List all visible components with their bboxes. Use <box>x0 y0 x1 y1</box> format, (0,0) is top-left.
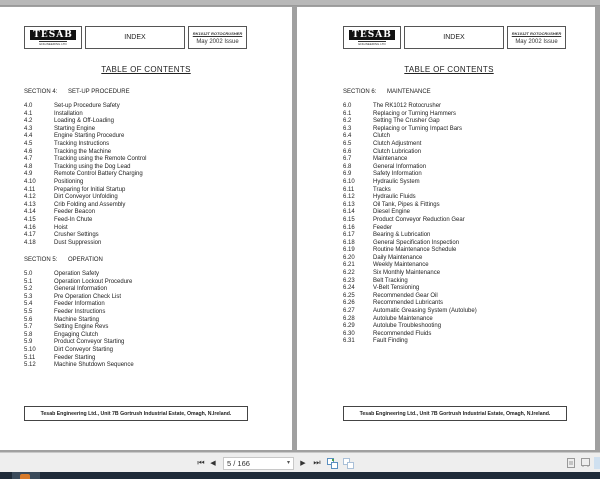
toc-entry-number: 4.12 <box>24 194 36 201</box>
app-icon <box>20 474 30 479</box>
toc-entry-number: 4.17 <box>24 232 36 239</box>
toc-entry <box>24 164 147 172</box>
toc-entry <box>343 293 477 301</box>
single-page-button[interactable] <box>566 457 576 469</box>
toc-entry <box>343 171 477 179</box>
toc-entry <box>24 171 147 179</box>
next-page-icon: ▶ <box>300 460 306 467</box>
toc-entry-number: 6.19 <box>343 247 355 254</box>
toc-entry-number: 5.10 <box>24 346 36 353</box>
toc-entry-number: 6.16 <box>343 224 355 231</box>
toc-entry-title: Engine Starting Procedure <box>54 133 125 140</box>
toc-entry-number: 4.6 <box>24 148 33 155</box>
toc-entry-number: 6.6 <box>343 148 352 155</box>
next-page-button[interactable] <box>298 457 308 469</box>
toc-entry <box>24 232 147 240</box>
toc-entry-title: The RK1012 Rotocrusher <box>373 103 442 109</box>
toc-entry-title: Setting The Crusher Gap <box>373 118 440 125</box>
toc-entry <box>24 217 147 225</box>
page-header <box>24 26 250 49</box>
facing-pages-button[interactable] <box>580 457 590 469</box>
toc-entry <box>24 347 134 355</box>
toc-entry-title: Preparing for Initial Startup <box>54 186 126 193</box>
last-page-button[interactable] <box>311 457 323 469</box>
toc-entry <box>24 111 147 119</box>
toc-entry <box>343 202 477 210</box>
toc-entry <box>24 103 147 111</box>
toc-entry <box>343 285 477 293</box>
toc-entry <box>343 232 477 240</box>
toc-entry <box>24 317 134 325</box>
toc-entry <box>343 255 477 263</box>
toc-entry-title: Tracking the Machine <box>54 148 112 155</box>
toc-entry <box>343 308 477 316</box>
toc-entry-number: 5.6 <box>24 316 33 323</box>
section-name: MAINTENANCE <box>387 89 431 95</box>
toc-entry-title: Remote Control Battery Charging <box>54 171 143 178</box>
issue-date: May 2002 Issue <box>515 39 558 45</box>
logo-subtext: ENGINEERING LTD <box>358 41 386 46</box>
toc-entry <box>24 225 147 233</box>
toc-entry-title: Weekly Maintenance <box>373 262 429 269</box>
toc-entry-number: 6.22 <box>343 270 355 277</box>
toc-entry <box>24 118 147 126</box>
toc-entry-title: Oil Tank, Pipes & Fittings <box>373 201 440 208</box>
toc-entry <box>343 300 477 308</box>
toc-entry-title: Autolube Maintenance <box>373 315 433 322</box>
toc-entry <box>24 355 134 363</box>
dropdown-icon: ▾ <box>286 460 290 466</box>
toc-entry <box>343 156 477 164</box>
toc-entry-title: Clutch Adjustment <box>373 140 422 147</box>
section-number: SECTION 4: <box>24 89 58 95</box>
toc-entry-number: 4.8 <box>24 163 33 170</box>
toc-entry-number: 4.4 <box>24 133 33 140</box>
toc-entry-number: 6.10 <box>343 178 355 185</box>
toc-entry-title: Recommended Gear Oil <box>373 292 438 299</box>
toc-entry-title: V-Belt Tensioning <box>373 285 420 292</box>
toc-entry-number: 4.5 <box>24 140 33 147</box>
toc-entry-title: Diesel Engine <box>373 209 411 216</box>
toc-entry <box>24 332 134 340</box>
index-label: INDEX <box>85 26 185 49</box>
logo-text: TESAB <box>349 30 395 40</box>
toc-entry-title: Feeder Starting <box>54 354 96 361</box>
toc-title: TABLE OF CONTENTS <box>101 65 191 74</box>
index-label: INDEX <box>404 26 504 49</box>
toc-entry <box>24 194 147 202</box>
toc-entry-title: Six Monthly Maintenance <box>373 270 441 277</box>
toc-entry-number: 4.3 <box>24 125 33 132</box>
two-page-view-button[interactable] <box>326 457 338 469</box>
toc-entry-number: 5.5 <box>24 308 33 315</box>
toc-entry <box>24 339 134 347</box>
toc-entry-number: 6.4 <box>343 133 352 140</box>
toc-entry <box>24 156 147 164</box>
toc-entry <box>343 323 477 331</box>
toc-entry-number: 6.28 <box>343 315 355 322</box>
section-heading <box>24 257 103 263</box>
toc-list <box>24 271 134 370</box>
toc-entry <box>24 133 147 141</box>
toc-entry-title: Installation <box>54 110 83 117</box>
toc-entry-number: 6.12 <box>343 194 355 201</box>
toc-entry-title: Replacing or Turning Impact Bars <box>373 125 463 132</box>
toc-title: TABLE OF CONTENTS <box>404 65 494 74</box>
toc-entry-title: Dust Suppression <box>54 239 102 246</box>
continuous-view-button[interactable] <box>342 457 354 469</box>
section-heading <box>24 89 130 95</box>
navigation-toolbar <box>0 452 600 472</box>
toc-entry <box>24 126 147 134</box>
toc-entry-number: 4.11 <box>24 186 36 193</box>
toc-entry-number: 6.24 <box>343 285 355 292</box>
toc-entry-number: 6.21 <box>343 262 355 269</box>
toc-entry <box>343 217 477 225</box>
toc-entry <box>24 149 147 157</box>
toc-entry-number: 6.26 <box>343 300 355 307</box>
viewer-right-edge <box>595 7 600 450</box>
toc-entry-title: Set-up Procedure Safety <box>54 103 120 109</box>
toc-entry-title: Hydraulic System <box>373 178 420 185</box>
toc-entry-title: General Specification Inspection <box>373 239 460 246</box>
toc-entry-number: 6.9 <box>343 171 352 178</box>
toc-entry-title: Product Conveyor Starting <box>54 339 125 346</box>
toc-entry-number: 5.9 <box>24 339 33 346</box>
toc-entry-title: Operation Safety <box>54 271 100 277</box>
toc-entry <box>24 240 147 248</box>
toc-entry-number: 6.30 <box>343 330 355 337</box>
page-header <box>343 26 569 49</box>
toc-entry <box>343 209 477 217</box>
toc-entry-number: 6.18 <box>343 239 355 246</box>
toc-entry-title: Recommended Fluids <box>373 330 432 337</box>
toc-entry-title: Clutch Lubrication <box>373 148 422 155</box>
toc-entry-title: Feeder Instructions <box>54 308 106 315</box>
toc-entry-title: Recommended Lubricants <box>373 300 444 307</box>
section-number: SECTION 6: <box>343 89 377 95</box>
toc-entry-title: Dirt Conveyor Starting <box>54 346 114 353</box>
toc-entry-title: Fault Finding <box>373 338 408 345</box>
toc-entry <box>24 301 134 309</box>
page-footer: Tesab Engineering Ltd., Unit 7B Gortrush Industrial Estate, Omagh, N.Ireland. <box>343 406 567 421</box>
toc-entry-number: 4.1 <box>24 110 33 117</box>
toc-entry-title: Maintenance <box>373 156 408 163</box>
toc-entry-title: Crusher Settings <box>54 232 99 239</box>
toc-entry-number: 6.8 <box>343 163 352 170</box>
toc-list <box>24 103 147 247</box>
toc-entry <box>343 278 477 286</box>
section-number: SECTION 5: <box>24 257 58 263</box>
section-heading <box>343 89 431 95</box>
toc-entry-title: General Information <box>54 286 108 293</box>
toc-entry <box>343 187 477 195</box>
toc-entry-title: Tracking using the Remote Control <box>54 156 147 163</box>
toc-entry-title: Feed-In Chute <box>54 216 93 223</box>
toc-entry-number: 6.31 <box>343 338 355 345</box>
toc-entry-number: 4.18 <box>24 239 36 246</box>
toc-entry-number: 5.4 <box>24 301 33 308</box>
toc-entry-title: Crib Folding and Assembly <box>54 201 126 208</box>
toc-entry <box>343 247 477 255</box>
toc-entry-number: 4.16 <box>24 224 36 231</box>
toc-entry-number: 4.7 <box>24 156 33 163</box>
toc-entry-number: 6.13 <box>343 201 355 208</box>
toc-entry-title: Replacing or Turning Hammers <box>373 110 457 117</box>
toc-entry-title: Autolube Troubleshooting <box>373 323 442 330</box>
toc-entry <box>343 111 477 119</box>
toc-entry <box>343 118 477 126</box>
toc-entry-title: Hydraulic Fluids <box>373 194 416 201</box>
toc-entry <box>343 338 477 346</box>
toc-entry <box>343 164 477 172</box>
toc-entry <box>24 324 134 332</box>
toc-entry <box>343 133 477 141</box>
toc-entry-number: 5.3 <box>24 293 33 300</box>
toc-entry-number: 6.2 <box>343 118 352 125</box>
toc-entry-title: Automatic Greasing System (Autolube) <box>373 308 477 315</box>
toc-list <box>343 103 477 346</box>
toc-entry-title: Machine Shutdown Sequence <box>54 362 134 369</box>
toc-entry <box>24 187 147 195</box>
toc-entry-number: 5.8 <box>24 331 33 338</box>
viewer-top-edge <box>0 0 600 6</box>
toc-entry <box>24 362 134 370</box>
toc-entry <box>24 286 134 294</box>
two-page-view-icon <box>327 458 338 469</box>
toc-entry-number: 4.0 <box>24 103 33 109</box>
toc-entry-title: Belt Tracking <box>373 277 408 284</box>
toc-entry <box>343 331 477 339</box>
toc-entry-number: 6.29 <box>343 323 355 330</box>
section-name: OPERATION <box>68 257 103 263</box>
toc-entry-number: 6.7 <box>343 156 352 163</box>
toc-entry-number: 6.14 <box>343 209 355 216</box>
prev-page-icon: ◀ <box>210 460 216 467</box>
toc-entry <box>343 194 477 202</box>
toc-entry-title: Hoist <box>54 224 68 231</box>
toc-entry <box>343 179 477 187</box>
toc-entry-title: Feeder <box>373 224 393 231</box>
logo-text: TESAB <box>30 30 76 40</box>
os-taskbar <box>0 472 600 479</box>
view-mode-button-active[interactable] <box>594 457 600 469</box>
toc-entry-number: 6.23 <box>343 277 355 284</box>
toc-entry-title: Setting Engine Revs <box>54 324 109 331</box>
toc-entry <box>24 309 134 317</box>
toc-entry <box>343 316 477 324</box>
toc-entry-number: 6.3 <box>343 125 352 132</box>
toc-entry <box>343 262 477 270</box>
page-number-value: 5 / 166 <box>227 459 250 468</box>
toc-entry <box>24 294 134 302</box>
toc-entry <box>24 179 147 187</box>
toc-entry-number: 4.9 <box>24 171 33 178</box>
toc-entry-title: Daily Maintenance <box>373 254 423 261</box>
toc-entry <box>343 141 477 149</box>
toc-entry-number: 5.0 <box>24 271 33 277</box>
toc-entry-title: Clutch <box>373 133 391 140</box>
toc-entry-title: Machine Starting <box>54 316 100 323</box>
toc-entry-number: 5.12 <box>24 362 36 369</box>
toc-entry-title: Positioning <box>54 178 84 185</box>
toc-entry-number: 4.14 <box>24 209 36 216</box>
toc-entry-title: Dirt Conveyor Unfolding <box>54 194 118 201</box>
issue-date: May 2002 Issue <box>196 39 239 45</box>
single-page-icon <box>567 458 575 468</box>
model-name: RK1012T ROTOCRUSHER <box>511 31 562 36</box>
toc-entry-number: 6.17 <box>343 232 355 239</box>
toc-entry-title: Pre Operation Check List <box>54 293 122 300</box>
toc-entry-title: Safety Information <box>373 171 422 178</box>
toc-entry <box>24 209 147 217</box>
toc-entry-title: Engaging Clutch <box>54 331 99 338</box>
toc-entry-number: 4.15 <box>24 216 36 223</box>
toc-entry-number: 5.2 <box>24 286 33 293</box>
toc-entry-number: 6.1 <box>343 110 352 117</box>
last-page-icon: ⏭ <box>313 458 321 467</box>
toc-entry <box>24 271 134 279</box>
toc-entry-title: Operation Lockout Procedure <box>54 278 133 285</box>
toc-entry-number: 6.0 <box>343 103 352 109</box>
toc-entry-title: Feeder Beacon <box>54 209 96 216</box>
toc-entry <box>24 141 147 149</box>
toc-entry-number: 4.10 <box>24 178 36 185</box>
toc-entry-title: Bearing & Lubrication <box>373 232 431 239</box>
issue-box <box>507 26 566 49</box>
toc-entry-number: 6.5 <box>343 140 352 147</box>
issue-box <box>188 26 247 49</box>
section-name: SET-UP PROCEDURE <box>68 89 130 95</box>
toc-entry <box>343 103 477 111</box>
tesab-logo <box>343 26 401 49</box>
toc-entry-title: Tracking Instructions <box>54 140 110 147</box>
toc-entry <box>24 279 134 287</box>
first-page-button[interactable] <box>195 457 207 469</box>
toc-entry-number: 6.27 <box>343 308 355 315</box>
toc-entry-title: Tracks <box>373 186 391 193</box>
toc-entry-number: 5.7 <box>24 324 33 331</box>
toc-entry <box>24 202 147 210</box>
tesab-logo <box>24 26 82 49</box>
toc-entry-number: 6.11 <box>343 186 355 193</box>
toc-entry-title: Feeder Information <box>54 301 105 308</box>
page-left <box>0 7 292 450</box>
logo-subtext: ENGINEERING LTD <box>39 41 67 46</box>
page-right <box>297 7 595 450</box>
toc-entry-title: Routine Maintenance Schedule <box>373 247 457 254</box>
toc-entry-title: General Information <box>373 163 427 170</box>
toc-entry-title: Loading & Off-Loading <box>54 118 114 125</box>
toc-entry <box>343 240 477 248</box>
toc-entry-number: 6.25 <box>343 292 355 299</box>
model-name: RK1012T ROTOCRUSHER <box>192 31 243 36</box>
first-page-icon: ⏮ <box>197 458 205 467</box>
facing-pages-icon <box>581 458 590 468</box>
toc-entry-number: 5.11 <box>24 354 36 361</box>
toc-entry <box>343 126 477 134</box>
toc-entry-number: 5.1 <box>24 278 33 285</box>
prev-page-button[interactable] <box>208 457 218 469</box>
toc-entry-number: 6.15 <box>343 216 355 223</box>
toc-entry-number: 4.13 <box>24 201 36 208</box>
toc-entry <box>343 270 477 278</box>
toc-entry-number: 6.20 <box>343 254 355 261</box>
toc-entry <box>343 225 477 233</box>
toc-entry-title: Product Conveyor Reduction Gear <box>373 216 465 223</box>
toc-entry-number: 4.2 <box>24 118 33 125</box>
continuous-view-icon <box>343 458 354 469</box>
toc-entry-title: Starting Engine <box>54 125 96 132</box>
page-number-select[interactable] <box>223 457 294 470</box>
toc-entry-title: Tracking using the Dog Lead <box>54 163 131 170</box>
page-footer: Tesab Engineering Ltd., Unit 7B Gortrush Industrial Estate, Omagh, N.Ireland. <box>24 406 248 421</box>
toc-entry <box>343 149 477 157</box>
